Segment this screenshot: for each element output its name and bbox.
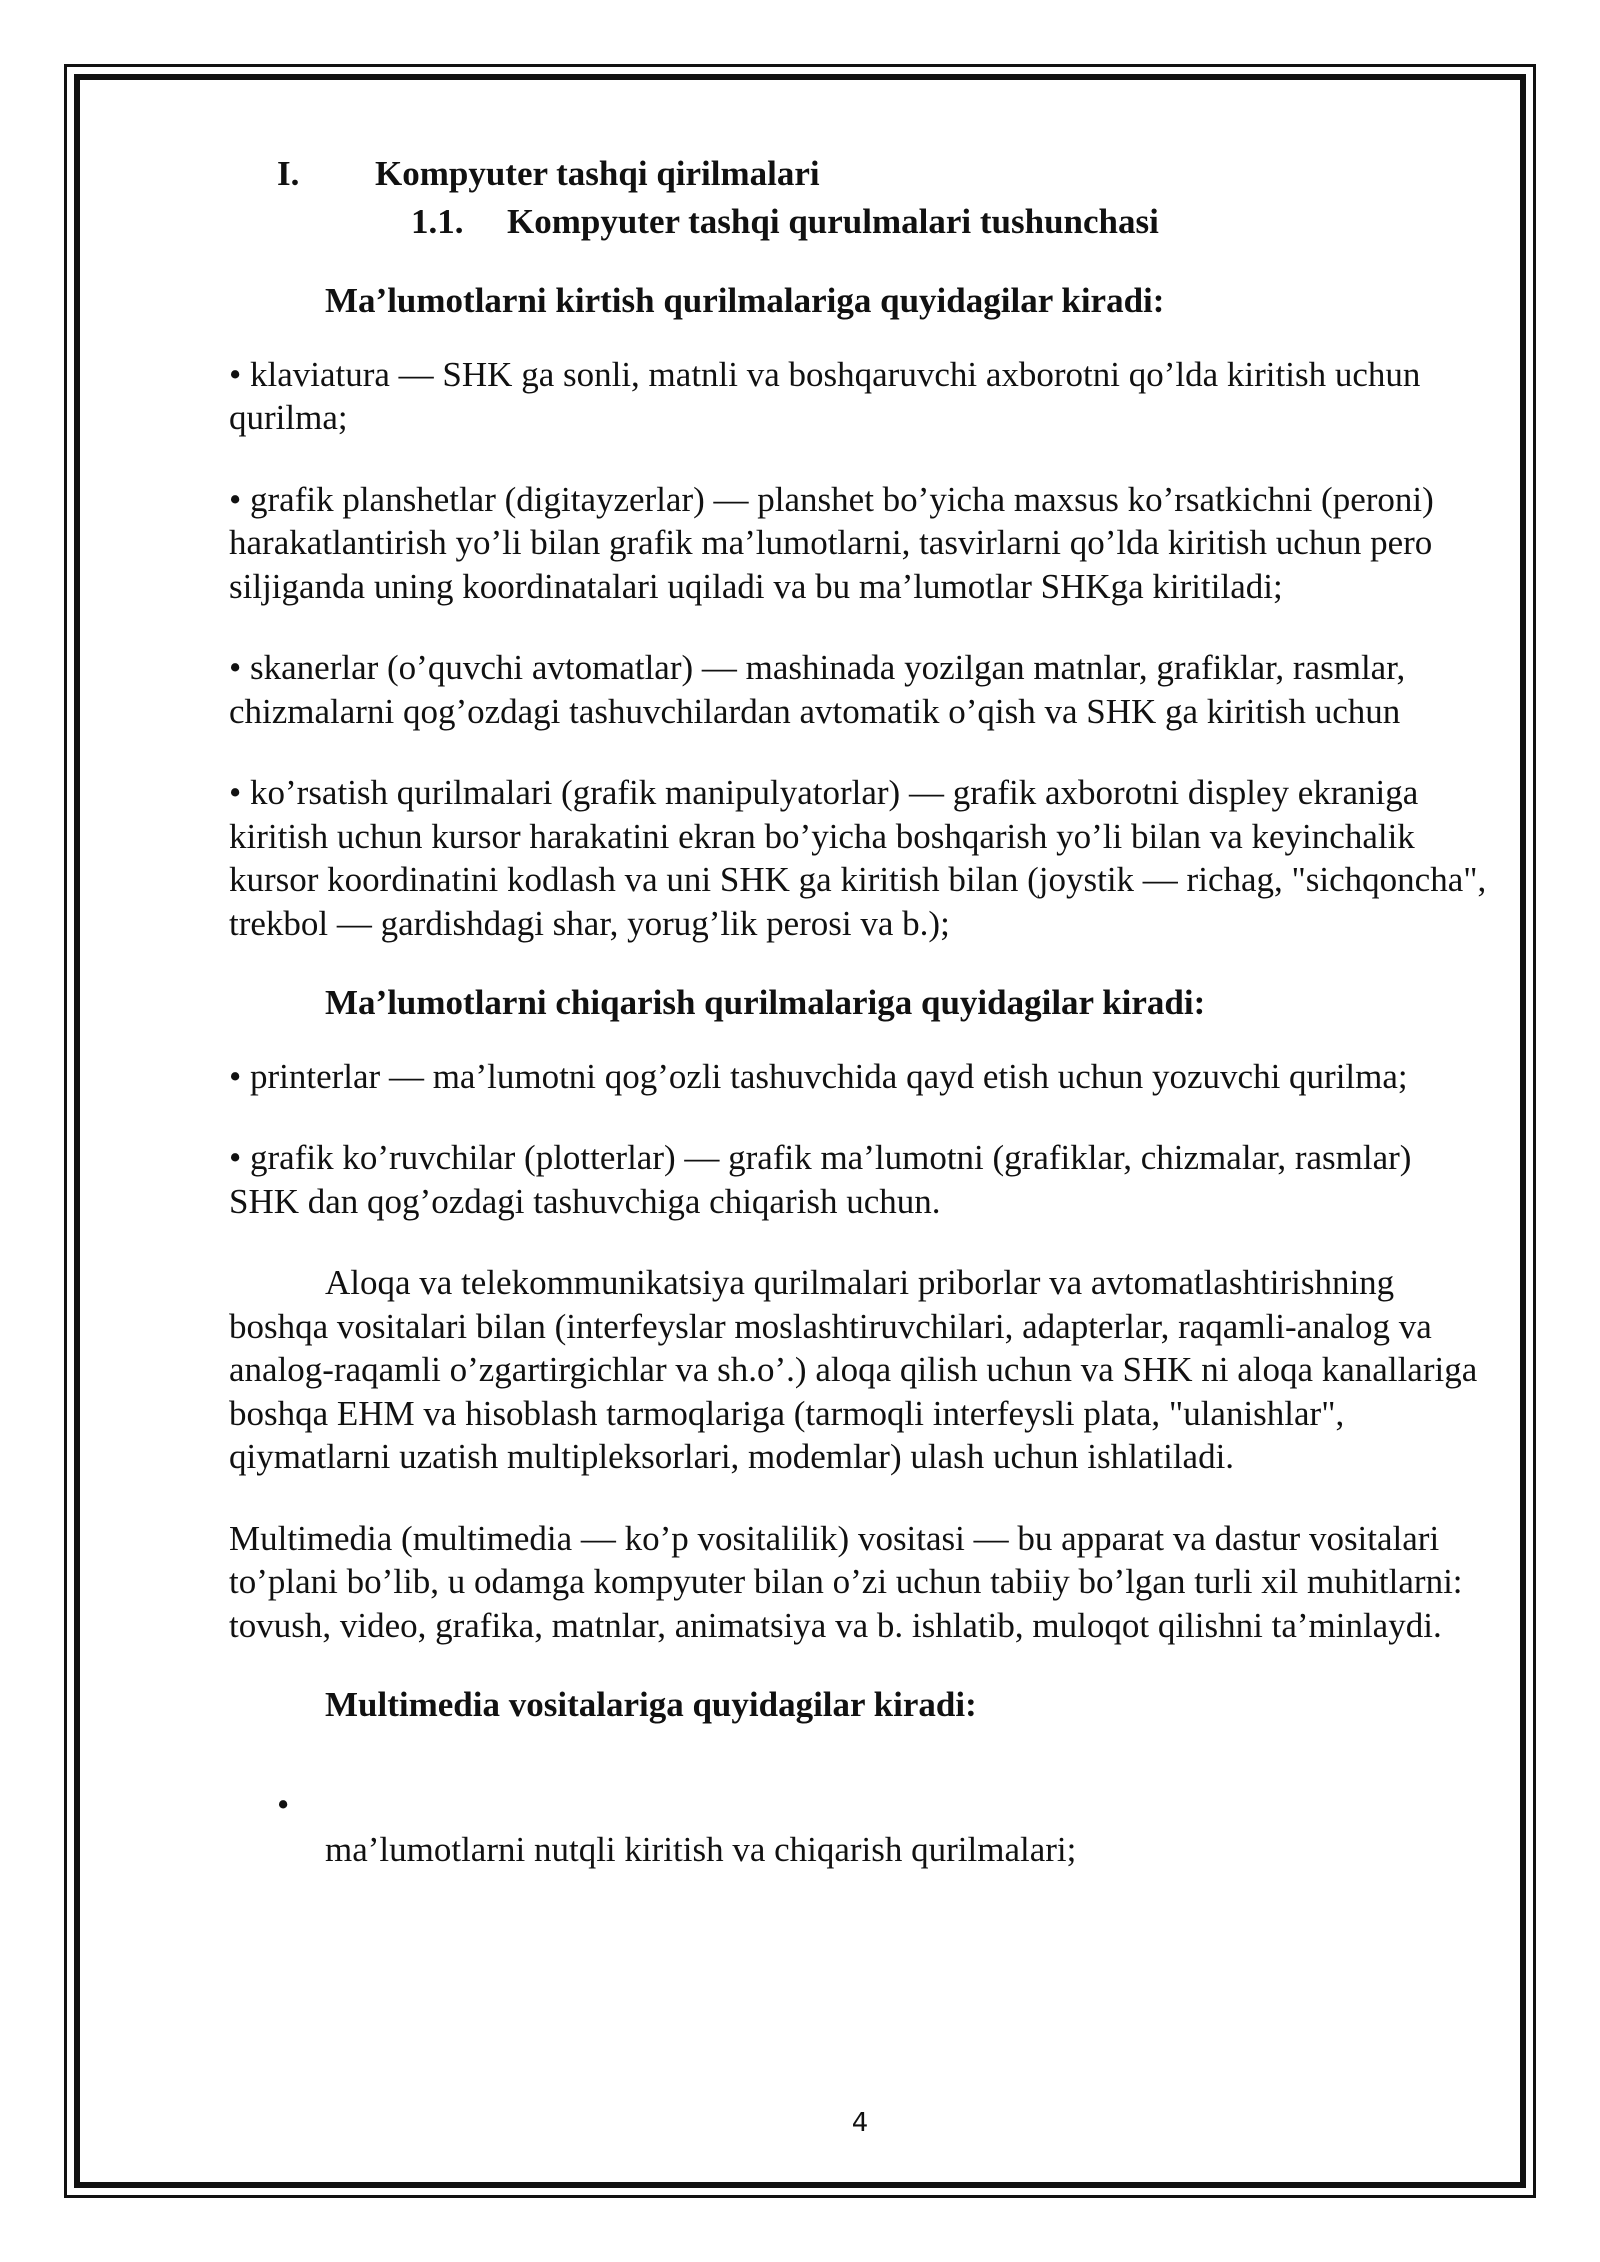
list-item-speech-devices: ma’lumotlarni nutqli kiritish va chiqarish qurilmalari; <box>325 1830 1077 1869</box>
section-title: Kompyuter tashqi qurulmalari tushunchasi <box>507 201 1159 241</box>
paragraph-telecommunication: Aloqa va telekommunikatsiya qurilmalari priborlar va avtomatlashtirishning boshqa vositalari bilan (interfeyslar moslashtiruvchilari, adapterlar, raqamli-analog va analog-raqamli o’zgartirgichlar va sh.o’.) aloqa qilish uchun va SHK ni aloqa kanallariga boshqa EHM va hisoblash tarmoqlariga (tarmoqli interfeysli plata, "ulanishlar", qiymatlarni uzatish multipleksorlari, modemlar) ulash uchun ishlatiladi. <box>229 1263 1478 1476</box>
list-item-pointing-devices: • ko’rsatish qurilmalari (grafik manipulyatorlar) — grafik axborotni displey ekraniga kiritish uchun kursor harakatini ekran bo’yicha boshqarish yo’li bilan va keyinchalik kursor koordinatini kodlash va uni SHK ga kiritish bilan (joystik — richag, "sichqoncha", trekbol — gardishdagi shar, yorug’lik perosi va b.); <box>229 773 1487 943</box>
multimedia-heading: Multimedia vositalariga quyidagilar kiradi: <box>325 1685 977 1724</box>
section-number: 1.1. <box>411 201 464 241</box>
list-item-plotters: • grafik ko’ruvchilar (plotterlar) — grafik ma’lumotni (grafiklar, chizmalar, rasmlar) SHK dan qog’ozdagi tashuvchiga chiqarish uchun. <box>229 1138 1412 1221</box>
list-item-printers: • printerlar — ma’lumotni qog’ozli tashuvchida qayd etish uchun yozuvchi qurilma; <box>229 1056 1408 1096</box>
page-number: 4 <box>851 2108 869 2138</box>
input-devices-heading: Ma’lumotlarni kirtish qurilmalariga quyidagilar kiradi: <box>325 281 1165 320</box>
chapter-heading <box>277 152 1489 196</box>
chapter-title: Kompyuter tashqi qirilmalari <box>375 154 820 193</box>
list-item-graphic-tablets: • grafik planshetlar (digitayzerlar) — planshet bo’yicha maxsus ko’rsatkichni (peroni) harakatlantirish yo’li bilan grafik ma’lumotlarni, tasvirlarni qo’lda kiritish uchun pero siljiganda uning koordinatalari uqiladi va bu ma’lumotlar SHKga kiritiladi; <box>229 479 1434 606</box>
chapter-number: I. <box>277 154 300 193</box>
output-devices-heading: Ma’lumotlarni chiqarish qurilmalariga quyidagilar kiradi: <box>325 983 1206 1022</box>
list-item-scanners: • skanerlar (o’quvchi avtomatlar) — mashinada yozilgan matnlar, grafiklar, rasmlar, chizmalarni qog’ozdagi tashuvchilardan avtomatik o’qish va SHK ga kiritish uchun <box>229 648 1406 731</box>
list-item-keyboard: • klaviatura — SHK ga sonli, matnli va boshqaruvchi axborotni qo’lda kiritish uchun qurilma; <box>229 354 1421 437</box>
paragraph-multimedia: Multimedia (multimedia — ko’p vositalilik) vositasi — bu apparat va dastur vositalari to’plani bo’lib, u odamga kompyuter bilan o’zi uchun tabiiy bo’lgan turli xil muhitlarni: tovush, video, grafika, matnlar, animatsiya va b. ishlatib, muloqot qilishni ta’minlaydi. <box>229 1518 1463 1645</box>
document-body <box>229 150 1489 1872</box>
section-heading <box>411 200 1489 244</box>
bullet-marker: • <box>277 1784 290 1824</box>
